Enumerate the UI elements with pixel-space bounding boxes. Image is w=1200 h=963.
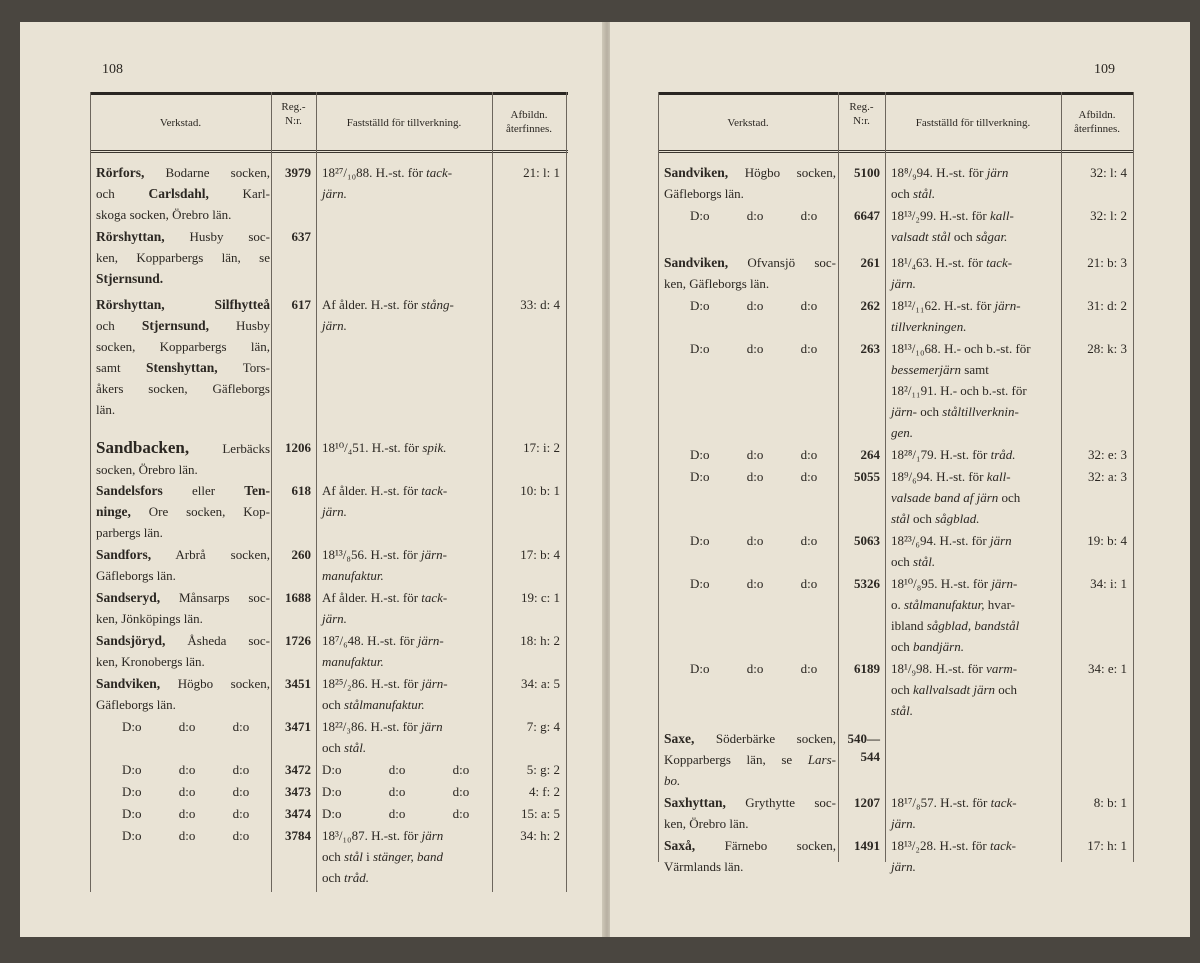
- table-top-rule: [658, 92, 1134, 95]
- verkstad-line: Sandelsfors eller Ten-: [96, 483, 270, 498]
- faststalld-cell: [891, 295, 1059, 337]
- verkstad-line: Rörshyttan, Husby soc-: [96, 229, 270, 244]
- afbildn-ref: 32: a: 3: [1088, 469, 1127, 484]
- faststalld-line: järn.: [891, 276, 916, 291]
- afbildn-ref: 5: g: 2: [526, 762, 560, 777]
- faststalld-line: och bandjärn.: [891, 639, 964, 654]
- table-row: [658, 530, 1134, 572]
- faststalld-line: 18¹⁷/₈57. H.-st. för tack-: [891, 795, 1017, 810]
- table-row: [90, 781, 566, 802]
- verkstad-line: ken, Örebro län.: [664, 816, 749, 831]
- verkstad-line: ken, Jönköpings län.: [96, 611, 203, 626]
- verkstad-cell: [664, 835, 836, 877]
- table-row: [90, 544, 566, 586]
- faststalld-line: och stål.: [891, 186, 936, 201]
- verkstad-line: samt Stenshyttan, Tors-: [96, 360, 270, 375]
- faststalld-line: 18¹/₄63. H.-st. för tack-: [891, 255, 1013, 270]
- verkstad-cell: [96, 587, 270, 629]
- afbildn-ref: 34: e: 1: [1088, 661, 1127, 676]
- reg-number: 262: [860, 298, 880, 313]
- reg-number: 5326: [854, 576, 880, 591]
- faststalld-line: manufaktur.: [322, 568, 384, 583]
- faststalld-cell: [891, 444, 1059, 465]
- table-row: [658, 835, 1134, 877]
- header-afbildn: Afbildn. återfinnes.: [505, 109, 553, 135]
- faststalld-cell: [891, 205, 1059, 247]
- afbildn-ref: 32: e: 3: [1088, 447, 1127, 462]
- reg-number: 6647: [854, 208, 880, 223]
- afbildn-ref: 21: b: 3: [1087, 255, 1127, 270]
- verkstad-line: D:o d:o d:o: [690, 208, 818, 223]
- afbildn-ref: 19: b: 4: [1087, 533, 1127, 548]
- reg-number: 264: [860, 447, 880, 462]
- faststalld-line: Af ålder. H.-st. för tack-: [322, 590, 448, 605]
- verkstad-cell: [664, 252, 836, 294]
- reg-number: 1491: [854, 838, 880, 853]
- faststalld-line: Af ålder. H.-st. för tack-: [322, 483, 448, 498]
- reg-number: 3784: [285, 828, 311, 843]
- table-row: [658, 338, 1134, 443]
- table-row: [658, 252, 1134, 294]
- reg-number: 263: [860, 341, 880, 356]
- faststalld-line: 18²⁸/₁79. H.-st. för tråd.: [891, 447, 1016, 462]
- verkstad-cell: [664, 205, 836, 226]
- faststalld-cell: [322, 759, 490, 780]
- afbildn-ref: 10: b: 1: [520, 483, 560, 498]
- verkstad-line: D:o d:o d:o: [690, 661, 818, 676]
- afbildn-ref: 4: f: 2: [528, 784, 560, 799]
- header-faststalld: Fastställd för tillverkning.: [915, 117, 1031, 129]
- table-row: [658, 444, 1134, 465]
- table-row: [658, 295, 1134, 337]
- faststalld-line: och stål i stänger, band: [322, 849, 444, 864]
- reg-number: 6189: [854, 661, 880, 676]
- faststalld-line: järn.: [322, 504, 347, 519]
- verkstad-line: Saxå, Färnebo socken,: [664, 838, 836, 853]
- faststalld-cell: [891, 573, 1059, 657]
- header-afbildn: Afbildn. återfinnes.: [1073, 109, 1121, 135]
- reg-number: 5063: [854, 533, 880, 548]
- table-row: [90, 825, 566, 888]
- afbildn-ref: 31: d: 2: [1087, 298, 1127, 313]
- verkstad-line: Sandviken, Högbo socken,: [96, 676, 270, 691]
- afbildn-ref: 17: h: 1: [1087, 838, 1127, 853]
- page-number: 108: [102, 62, 123, 77]
- faststalld-line: 18⁸/₉94. H.-st. för järn: [891, 165, 1009, 180]
- faststalld-line: gen.: [891, 425, 914, 440]
- verkstad-line: och Stjernsund, Husby: [96, 318, 270, 333]
- faststalld-line: Af ålder. H.-st. för stång-: [322, 297, 454, 312]
- afbildn-ref: 32: l: 2: [1090, 208, 1127, 223]
- table-row: [658, 205, 1134, 247]
- verkstad-line: D:o d:o d:o: [690, 576, 818, 591]
- verkstad-cell: [96, 630, 270, 672]
- reg-number: 3979: [285, 165, 311, 180]
- table-row: [658, 466, 1134, 529]
- verkstad-cell: [664, 466, 836, 487]
- reg-number: 1726: [285, 633, 311, 648]
- verkstad-cell: [96, 781, 270, 802]
- faststalld-line: järn- och ståltillverknin-: [891, 404, 1019, 419]
- faststalld-line: 18¹³/₁₀68. H.- och b.-st. för: [891, 341, 1031, 356]
- afbildn-ref: 33: d: 4: [520, 297, 560, 312]
- faststalld-cell: [322, 673, 490, 715]
- verkstad-cell: [664, 792, 836, 834]
- reg-number: 1207: [854, 795, 880, 810]
- faststalld-line: järn.: [322, 318, 347, 333]
- faststalld-line: 18²²/₃86. H.-st. för järn: [322, 719, 443, 734]
- verkstad-line: Kopparbergs län, se Lars-: [664, 752, 836, 767]
- afbildn-ref: 32: l: 4: [1090, 165, 1127, 180]
- table-row: [658, 728, 1134, 791]
- verkstad-line: Saxhyttan, Grythytte soc-: [664, 795, 836, 810]
- afbildn-ref: 34: i: 1: [1090, 576, 1127, 591]
- table-row: [658, 792, 1134, 834]
- verkstad-cell: [664, 295, 836, 316]
- verkstad-line: D:o d:o d:o: [122, 784, 250, 799]
- faststalld-line: o. stålmanufaktur, hvar-: [891, 597, 1015, 612]
- reg-number: 260: [291, 547, 311, 562]
- verkstad-line: socken, Örebro län.: [96, 462, 198, 477]
- afbildn-ref: 15: a: 5: [521, 806, 560, 821]
- verkstad-line: D:o d:o d:o: [690, 298, 818, 313]
- faststalld-cell: [322, 294, 490, 336]
- table-row: [90, 803, 566, 824]
- reg-number: 3472: [285, 762, 311, 777]
- header-verkstad: Verkstad.: [727, 117, 769, 129]
- verkstad-line: län.: [96, 402, 116, 417]
- verkstad-line: parbergs län.: [96, 525, 163, 540]
- verkstad-cell: [664, 162, 836, 204]
- reg-number: 617: [291, 297, 311, 312]
- reg-number: 5055: [854, 469, 880, 484]
- verkstad-line: Sandbacken, Lerbäcks: [96, 438, 270, 457]
- verkstad-cell: [96, 716, 270, 737]
- verkstad-line: ken, Kopparbergs län, se: [96, 250, 270, 265]
- verkstad-line: ken, Gäfleborgs län.: [664, 276, 770, 291]
- faststalld-line: 18¹⁰/₄51. H.-st. för spik.: [322, 440, 447, 455]
- table-row: [90, 673, 566, 715]
- verkstad-cell: [96, 226, 270, 289]
- afbildn-ref: 21: l: 1: [523, 165, 560, 180]
- faststalld-cell: [891, 162, 1059, 204]
- verkstad-cell: [96, 162, 270, 225]
- verkstad-line: D:o d:o d:o: [690, 533, 818, 548]
- faststalld-line: och stål.: [891, 554, 936, 569]
- table-row: [90, 437, 566, 479]
- verkstad-cell: [96, 759, 270, 780]
- faststalld-line: valsadt stål och sågar.: [891, 229, 1008, 244]
- faststalld-cell: [322, 825, 490, 888]
- reg-number: 3451: [285, 676, 311, 691]
- reg-number: 1206: [285, 440, 311, 455]
- afbildn-ref: 34: a: 5: [521, 676, 560, 691]
- faststalld-line: 18¹³/₈56. H.-st. för järn-: [322, 547, 447, 562]
- faststalld-cell: [891, 466, 1059, 529]
- verkstad-cell: [96, 825, 270, 846]
- faststalld-cell: [322, 587, 490, 629]
- faststalld-cell: [322, 480, 490, 522]
- faststalld-cell: [322, 716, 490, 758]
- faststalld-line: 18³/₁₀87. H.-st. för järn: [322, 828, 444, 843]
- faststalld-line: 18²⁷/₁₀88. H.-st. för tack-: [322, 165, 453, 180]
- verkstad-line: ken, Kronobergs län.: [96, 654, 205, 669]
- faststalld-line: järn.: [322, 186, 347, 201]
- faststalld-cell: [891, 530, 1059, 572]
- afbildn-ref: 17: b: 4: [520, 547, 560, 562]
- verkstad-line: D:o d:o d:o: [122, 719, 250, 734]
- reg-number: 3471: [285, 719, 311, 734]
- faststalld-line: stål.: [891, 703, 914, 718]
- faststalld-line: järn.: [891, 859, 916, 874]
- column-divider: [566, 92, 567, 892]
- faststalld-cell: [891, 252, 1059, 294]
- afbildn-ref: 8: b: 1: [1093, 795, 1127, 810]
- faststalld-line: 18⁹/₆94. H.-st. för kall-: [891, 469, 1011, 484]
- faststalld-line: bessemerjärn samt: [891, 362, 989, 377]
- verkstad-line: bo.: [664, 773, 681, 788]
- verkstad-cell: [96, 294, 270, 420]
- verkstad-line: Sandviken, Ofvansjö soc-: [664, 255, 836, 270]
- verkstad-line: D:o d:o d:o: [122, 762, 250, 777]
- faststalld-line: tillverkningen.: [891, 319, 967, 334]
- verkstad-line: ninge, Ore socken, Kop-: [96, 504, 270, 519]
- faststalld-line: ibland sågblad, bandstål: [891, 618, 1020, 633]
- book-spread: [20, 22, 1190, 937]
- faststalld-cell: [322, 781, 490, 802]
- right-page: [610, 22, 1190, 937]
- table-row: [90, 162, 566, 225]
- verkstad-line: Gäfleborgs län.: [96, 568, 176, 583]
- verkstad-cell: [664, 530, 836, 551]
- verkstad-line: åkers socken, Gäfleborgs: [96, 381, 270, 396]
- faststalld-cell: [322, 437, 490, 458]
- faststalld-cell: [891, 338, 1059, 443]
- faststalld-line: 18²³/₆94. H.-st. för järn: [891, 533, 1012, 548]
- verkstad-line: Sandsjöryd, Åsheda soc-: [96, 633, 270, 648]
- verkstad-line: Stjernsund.: [96, 271, 164, 286]
- faststalld-cell: [322, 544, 490, 586]
- faststalld-line: och kallvalsadt järn och: [891, 682, 1018, 697]
- faststalld-cell: [322, 630, 490, 672]
- faststalld-line: stål och sågblad.: [891, 511, 980, 526]
- table-row: [90, 759, 566, 780]
- verkstad-line: Sandseryd, Månsarps soc-: [96, 590, 270, 605]
- verkstad-line: Värmlands län.: [664, 859, 744, 874]
- faststalld-cell: [891, 835, 1059, 877]
- verkstad-line: Sandfors, Arbrå socken,: [96, 547, 270, 562]
- reg-number: 637: [291, 229, 311, 244]
- afbildn-ref: 18: h: 2: [520, 633, 560, 648]
- table-row: [90, 716, 566, 758]
- faststalld-line: D:o d:o d:o: [322, 762, 470, 777]
- table-row: [90, 630, 566, 672]
- afbildn-ref: 17: i: 2: [523, 440, 560, 455]
- verkstad-line: D:o d:o d:o: [690, 341, 818, 356]
- verkstad-line: D:o d:o d:o: [122, 828, 250, 843]
- faststalld-line: D:o d:o d:o: [322, 784, 470, 799]
- verkstad-cell: [96, 437, 270, 480]
- verkstad-line: Gäfleborgs län.: [664, 186, 744, 201]
- table-top-rule: [90, 92, 568, 95]
- verkstad-line: D:o d:o d:o: [122, 806, 250, 821]
- faststalld-line: 18¹³/₂28. H.-st. för tack-: [891, 838, 1016, 853]
- left-page: [20, 22, 603, 937]
- table-row: [90, 480, 566, 543]
- afbildn-ref: 28: k: 3: [1087, 341, 1127, 356]
- header-reg: Reg.- N:r.: [281, 101, 306, 127]
- faststalld-cell: [322, 162, 490, 204]
- afbildn-ref: 34: h: 2: [520, 828, 560, 843]
- faststalld-line: järn.: [322, 611, 347, 626]
- verkstad-line: Rörfors, Bodarne socken,: [96, 165, 270, 180]
- table-row: [658, 658, 1134, 721]
- verkstad-cell: [664, 573, 836, 594]
- afbildn-ref: 19: c: 1: [521, 590, 560, 605]
- verkstad-line: Rörshyttan, Silfhytteå: [96, 297, 270, 312]
- page-number: 109: [1094, 62, 1115, 77]
- verkstad-cell: [664, 338, 836, 359]
- faststalld-cell: [322, 803, 490, 824]
- table-row: [658, 573, 1134, 657]
- afbildn-ref: 7: g: 4: [526, 719, 560, 734]
- header-rule: [90, 150, 568, 153]
- verkstad-line: Sandviken, Högbo socken,: [664, 165, 836, 180]
- verkstad-cell: [664, 444, 836, 465]
- reg-number: 261: [860, 255, 880, 270]
- table-row: [90, 226, 566, 289]
- verkstad-cell: [96, 673, 270, 715]
- faststalld-line: manufaktur.: [322, 654, 384, 669]
- faststalld-line: 18¹⁰/₈95. H.-st. för järn-: [891, 576, 1018, 591]
- verkstad-line: Gäfleborgs län.: [96, 697, 176, 712]
- reg-number: 5100: [854, 165, 880, 180]
- faststalld-line: 18⁷/₆48. H.-st. för järn-: [322, 633, 444, 648]
- verkstad-line: socken, Kopparbergs län,: [96, 339, 270, 354]
- verkstad-cell: [96, 803, 270, 824]
- faststalld-line: D:o d:o d:o: [322, 806, 470, 821]
- verkstad-line: skoga socken, Örebro län.: [96, 207, 232, 222]
- faststalld-cell: [891, 658, 1059, 721]
- verkstad-line: och Carlsdahl, Karl-: [96, 186, 270, 201]
- header-faststalld: Fastställd för tillverkning.: [346, 117, 462, 129]
- header-reg: Reg.- N:r.: [849, 101, 874, 127]
- reg-number: 3473: [285, 784, 311, 799]
- verkstad-cell: [96, 544, 270, 586]
- header-rule: [658, 150, 1134, 153]
- header-verkstad: Verkstad.: [159, 117, 202, 129]
- verkstad-line: D:o d:o d:o: [690, 447, 818, 462]
- verkstad-cell: [664, 658, 836, 679]
- reg-number: 1688: [285, 590, 311, 605]
- faststalld-line: 18²/₁₁91. H.- och b.-st. för: [891, 383, 1027, 398]
- table-row: [90, 294, 566, 420]
- faststalld-line: 18¹³/₂99. H.-st. för kall-: [891, 208, 1014, 223]
- faststalld-line: valsade band af järn och: [891, 490, 1021, 505]
- faststalld-line: 18²⁵/₂86. H.-st. för järn-: [322, 676, 448, 691]
- faststalld-line: 18¹²/₁₁62. H.-st. för järn-: [891, 298, 1021, 313]
- faststalld-cell: [891, 792, 1059, 834]
- table-row: [658, 162, 1134, 204]
- verkstad-line: Saxe, Söderbärke socken,: [664, 731, 836, 746]
- faststalld-line: och stålmanufaktur.: [322, 697, 425, 712]
- verkstad-cell: [664, 728, 836, 791]
- reg-number: 3474: [285, 806, 311, 821]
- faststalld-line: 18¹/₉98. H.-st. för varm-: [891, 661, 1018, 676]
- reg-number: 618: [291, 483, 311, 498]
- faststalld-line: och stål.: [322, 740, 367, 755]
- faststalld-line: och tråd.: [322, 870, 369, 885]
- verkstad-cell: [96, 480, 270, 543]
- verkstad-line: D:o d:o d:o: [690, 469, 818, 484]
- reg-number: 540— 544: [847, 731, 880, 764]
- faststalld-line: järn.: [891, 816, 916, 831]
- table-row: [90, 587, 566, 629]
